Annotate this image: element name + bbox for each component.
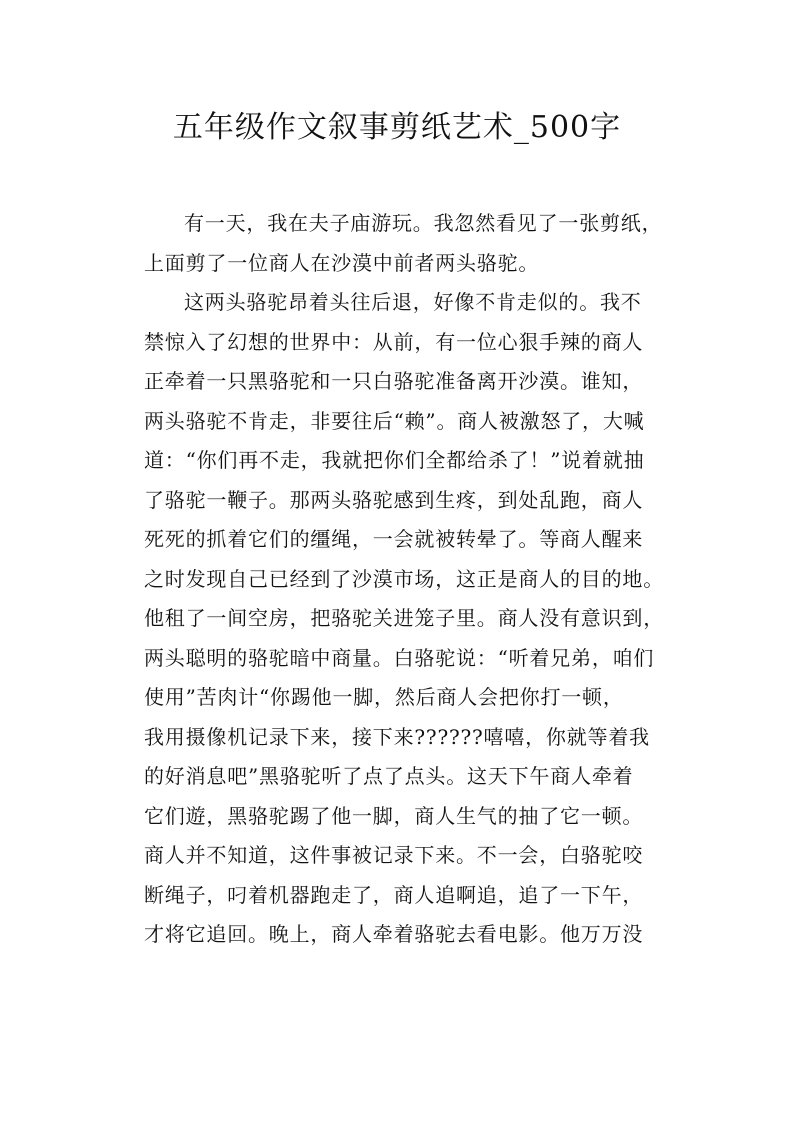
text-line: 两头聪明的骆驼暗中商量。白骆驼说：“听着兄弟，咱们 <box>144 645 655 670</box>
document-title: 五年级作文叙事剪纸艺术_500字 <box>172 110 622 145</box>
text-line: 正牵着一只黑骆驼和一只白骆驼准备离开沙漠。谁知， <box>144 369 644 393</box>
text-line: 两头骆驼不肯走，非要往后“赖”。商人被激怒了，大喊 <box>144 408 645 433</box>
text-line: 的好消息吧”黑骆驼听了点了点头。这天下午商人牵着 <box>144 764 634 788</box>
text-line: 它们遊，黑骆驼踢了他一脚，商人生气的抽了它一顿。 <box>144 803 644 828</box>
text-line: 断绳子，叼着机器跑走了，商人追啊追，追了一下午， <box>144 882 644 907</box>
document-body <box>144 204 664 955</box>
text-line: 了骆驼一鞭子。那两头骆驼感到生疼，到处乱跑，商人 <box>144 487 644 512</box>
text-line: 道：“你们再不走，我就把你们全都给杀了！”说着就抽 <box>144 448 645 472</box>
text-line: 死死的抓着它们的缰绳，一会就被转晕了。等商人醒来 <box>144 527 644 551</box>
text-line: 才将它追回。晚上，商人牵着骆驼去看电影。他万万没 <box>144 922 644 946</box>
text-line: 我用摄像机记录下来，接下来??????嘻嘻，你就等着我 <box>144 724 650 749</box>
text-line: 使用”苦肉计“你踢他一脚，然后商人会把你打一顿， <box>144 685 624 709</box>
text-line: 禁惊入了幻想的世界中：从前，有一位心狠手辣的商人 <box>144 329 644 354</box>
text-line: 这两头骆驼昂着头往后退，好像不肯走似的。我不 <box>184 290 642 314</box>
text-line: 上面剪了一位商人在沙漠中前者两头骆驼。 <box>144 250 540 275</box>
text-line: 他租了一间空房，把骆驼关进笼子里。商人没有意识到， <box>144 606 664 630</box>
text-line: 商人并不知道，这件事被记录下来。不一会，白骆驼咬 <box>144 843 644 867</box>
text-line: 有一天，我在夫子庙游玩。我忽然看见了一张剪纸， <box>184 211 663 235</box>
text-line: 之时发现自己已经到了沙漠市场，这正是商人的目的地。 <box>144 566 664 591</box>
